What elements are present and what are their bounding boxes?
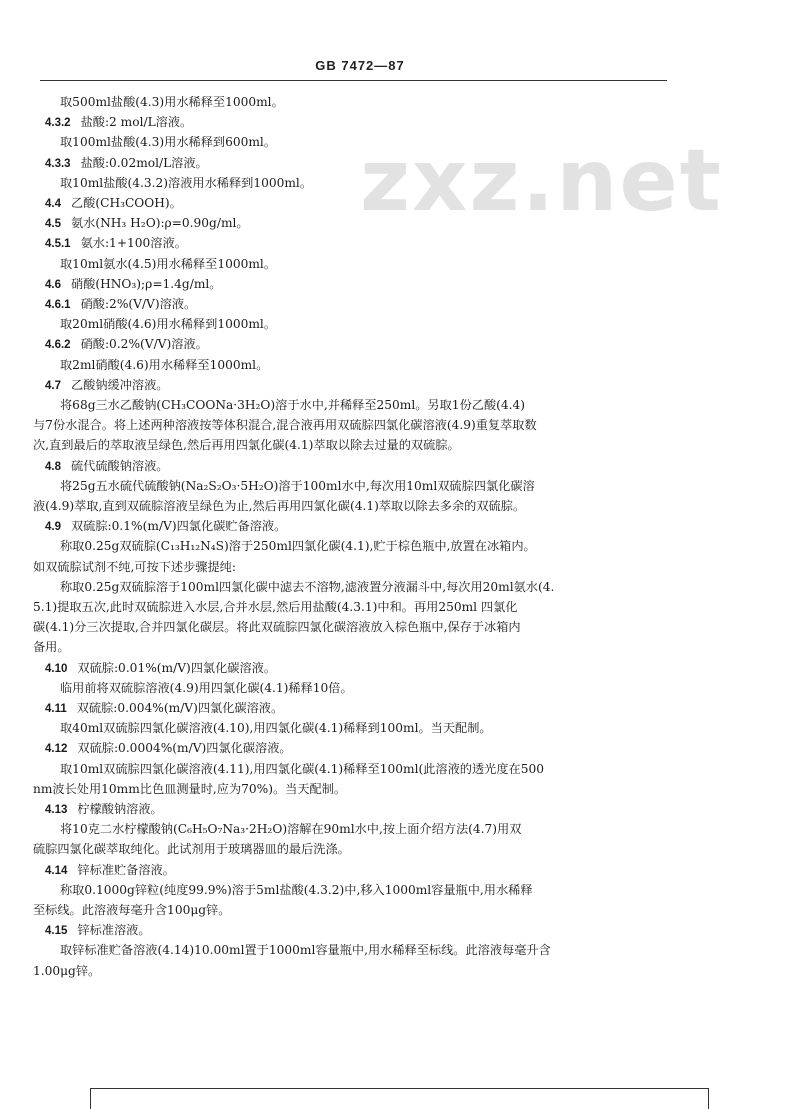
line-text: 取500ml盐酸(4.3)用水稀释至1000ml。 — [60, 95, 284, 109]
section-number: 4.6.1 — [45, 299, 71, 311]
text-line — [60, 821, 521, 837]
section-number: 4.14 — [45, 864, 68, 877]
line-text: 柠檬酸钠溶液。 — [77, 802, 163, 816]
section-number: 4.5.1 — [45, 238, 71, 251]
text-line — [33, 841, 350, 857]
line-text: 双硫腙:0.1%(m/V)四氯化碳贮备溶液。 — [71, 519, 287, 534]
section-line — [45, 195, 182, 212]
section-line — [45, 336, 208, 353]
line-text: 备用。 — [33, 640, 70, 655]
text-line — [60, 478, 535, 494]
line-text: 氨水(NH₃ H₂O):ρ=0.90g/ml。 — [71, 216, 249, 231]
line-text: 硝酸(HNO₃);ρ=1.4g/ml。 — [71, 276, 222, 291]
footer-frame — [90, 1088, 709, 1109]
section-number: 4.3.3 — [45, 157, 71, 170]
line-text: 乙酸钠缓冲溶液。 — [71, 377, 169, 392]
section-number: 4.7 — [45, 379, 61, 392]
section-line — [45, 458, 169, 475]
text-line — [33, 599, 518, 615]
section-number: 4.12 — [45, 743, 68, 756]
line-text: 碳(4.1)分三次提取,合并四氯化碳层。将此双硫腙四氯化碳溶液放入棕色瓶中,保存于冰箱内 — [33, 620, 521, 635]
line-text: nm波长处用10mm比色皿测量时,应为70%)。当天配制。 — [33, 781, 347, 796]
line-text: 1.00μg锌。 — [33, 963, 101, 978]
text-line — [60, 316, 276, 332]
line-text: 锌标准贮备溶液。 — [77, 862, 175, 877]
line-text: 取10ml双硫腙四氯化碳溶液(4.11),用四氯化碳(4.1)稀释至100ml(此溶液的透光度在500 — [60, 761, 544, 776]
line-text: 液(4.9)萃取,直到双硫腙溶液呈绿色为止,然后再用四氯化碳(4.1)萃取以除去多余的双硫腙。 — [33, 499, 526, 513]
section-line — [45, 155, 208, 172]
line-text: 取2ml硝酸(4.6)用水稀释至1000ml。 — [60, 357, 269, 372]
line-text: 次,直到最后的萃取液呈绿色,然后再用四氯化碳(4.1)萃取以除去过量的双硫腙。 — [33, 438, 460, 453]
line-text: 称取0.1000g锌粒(纯度99.9%)溶于5ml盐酸(4.3.2)中,移入1000ml容量瓶中,用水稀释 — [60, 882, 533, 897]
line-text: 至标线。此溶液每毫升含100μg锌。 — [33, 903, 231, 917]
text-line — [60, 538, 536, 554]
line-text: 双硫腙:0.004%(m/V)四氯化碳溶液。 — [76, 701, 284, 715]
section-number: 4.6 — [45, 278, 61, 291]
section-line — [45, 801, 163, 818]
line-text: 与7份水混合。将上述两种溶液按等体积混合,混合液再用双硫腙四氯化碳溶液(4.9)重复萃取数 — [33, 418, 537, 433]
text-line — [33, 639, 70, 655]
line-text: 5.1)提取五次,此时双硫腙进入水层,合并水层,然后用盐酸(4.3.1)中和。再用250ml 四氯化 — [33, 600, 518, 614]
section-line — [45, 114, 192, 131]
text-line — [33, 781, 346, 797]
line-text: 将68g三水乙酸钠(CH₃COONa·3H₂O)溶于水中,并稀释至250ml。另取1份乙酸(4.4) — [60, 398, 526, 412]
text-line — [33, 498, 525, 514]
line-text: 双硫腙:0.0004%(m/V)四氯化碳溶液。 — [77, 741, 292, 756]
section-number: 4.9 — [45, 521, 61, 534]
line-text: 硝酸:2%(V/V)溶液。 — [80, 297, 197, 311]
section-line — [45, 235, 187, 252]
line-text: 取40ml双硫腙四氯化碳溶液(4.10),用四氯化碳(4.1)稀释到100ml。当天配制。 — [60, 721, 492, 736]
section-number: 4.15 — [45, 925, 68, 938]
line-text: 将10克二水柠檬酸钠(C₆H₅O₇Na₃·2H₂O)溶解在90ml水中,按上面介绍方法(4.7)用双 — [60, 822, 522, 837]
line-text: 氨水:1+100溶液。 — [80, 236, 187, 251]
text-line — [33, 559, 236, 575]
header-rule — [40, 80, 667, 81]
section-line — [45, 276, 221, 293]
text-line — [60, 720, 492, 736]
section-line — [45, 296, 196, 313]
text-line — [60, 579, 554, 595]
section-line — [45, 660, 276, 677]
text-line — [60, 134, 276, 150]
section-number: 4.5 — [45, 218, 61, 231]
line-text: 盐酸:2 mol/L溶液。 — [80, 115, 193, 130]
section-number: 4.4 — [45, 198, 61, 210]
section-line — [45, 740, 292, 757]
line-text: 硫代硫酸钠溶液。 — [71, 458, 169, 473]
section-line — [45, 377, 169, 394]
text-line — [33, 437, 460, 453]
line-text: 如双硫腙试剂不纯,可按下述步骤提纯: — [33, 559, 236, 574]
text-line — [60, 256, 276, 272]
section-number: 4.3.2 — [45, 117, 71, 130]
section-line — [45, 700, 283, 717]
line-text: 取20ml硝酸(4.6)用水稀释到1000ml。 — [60, 317, 277, 332]
line-text: 双硫腙:0.01%(m/V)四氯化碳溶液。 — [77, 660, 277, 675]
watermark: zxz.net — [360, 131, 723, 231]
section-line — [45, 862, 175, 879]
line-text: 乙酸(CH₃COOH)。 — [71, 196, 182, 210]
section-line — [45, 215, 249, 232]
line-text: 取100ml盐酸(4.3)用水稀释到600ml。 — [60, 135, 277, 150]
text-line — [60, 761, 544, 777]
section-number: 4.11 — [45, 703, 67, 715]
section-number: 4.13 — [45, 804, 68, 816]
text-line — [33, 902, 230, 918]
line-text: 硫腙四氯化碳萃取纯化。此试剂用于玻璃器皿的最后洗涤。 — [33, 842, 350, 857]
section-number: 4.6.2 — [45, 339, 71, 352]
section-line — [45, 922, 151, 939]
line-text: 称取0.25g双硫腙(C₁₃H₁₂N₄S)溶于250ml四氯化碳(4.1),贮于棕色瓶中,放置在冰箱内。 — [60, 539, 536, 554]
line-text: 将25g五水硫代硫酸钠(Na₂S₂O₃·5H₂O)溶于100ml水中,每次用10ml双硫腙四氯化碳溶 — [60, 478, 535, 493]
text-line — [33, 963, 100, 979]
text-line — [33, 619, 521, 635]
line-text: 硝酸:0.2%(V/V)溶液。 — [80, 337, 208, 352]
line-text: 锌标准溶液。 — [77, 923, 151, 938]
text-line — [60, 680, 353, 696]
line-text: 盐酸:0.02mol/L溶液。 — [80, 155, 208, 170]
text-line — [60, 942, 551, 958]
page-header: GB 7472—87 — [315, 58, 405, 73]
line-text: 取10ml氨水(4.5)用水稀释至1000ml。 — [60, 256, 277, 271]
line-text: 取10ml盐酸(4.3.2)溶液用水稀释到1000ml。 — [60, 175, 313, 190]
text-line — [60, 397, 525, 413]
line-text: 临用前将双硫腙溶液(4.9)用四氯化碳(4.1)稀释10倍。 — [60, 680, 353, 695]
section-number: 4.10 — [45, 662, 68, 675]
text-line — [60, 882, 533, 898]
text-line — [60, 94, 284, 110]
section-number: 4.8 — [45, 460, 61, 473]
text-line — [33, 417, 537, 433]
text-line — [60, 357, 268, 373]
line-text: 称取0.25g双硫腙溶于100ml四氯化碳中滤去不溶物,滤液置分液漏斗中,每次用20ml氨水(4. — [60, 579, 555, 594]
line-text: 取锌标准贮备溶液(4.14)10.00ml置于1000ml容量瓶中,用水稀释至标线。此溶液每毫升含 — [60, 943, 551, 958]
section-line — [45, 518, 286, 535]
text-line — [60, 175, 312, 191]
